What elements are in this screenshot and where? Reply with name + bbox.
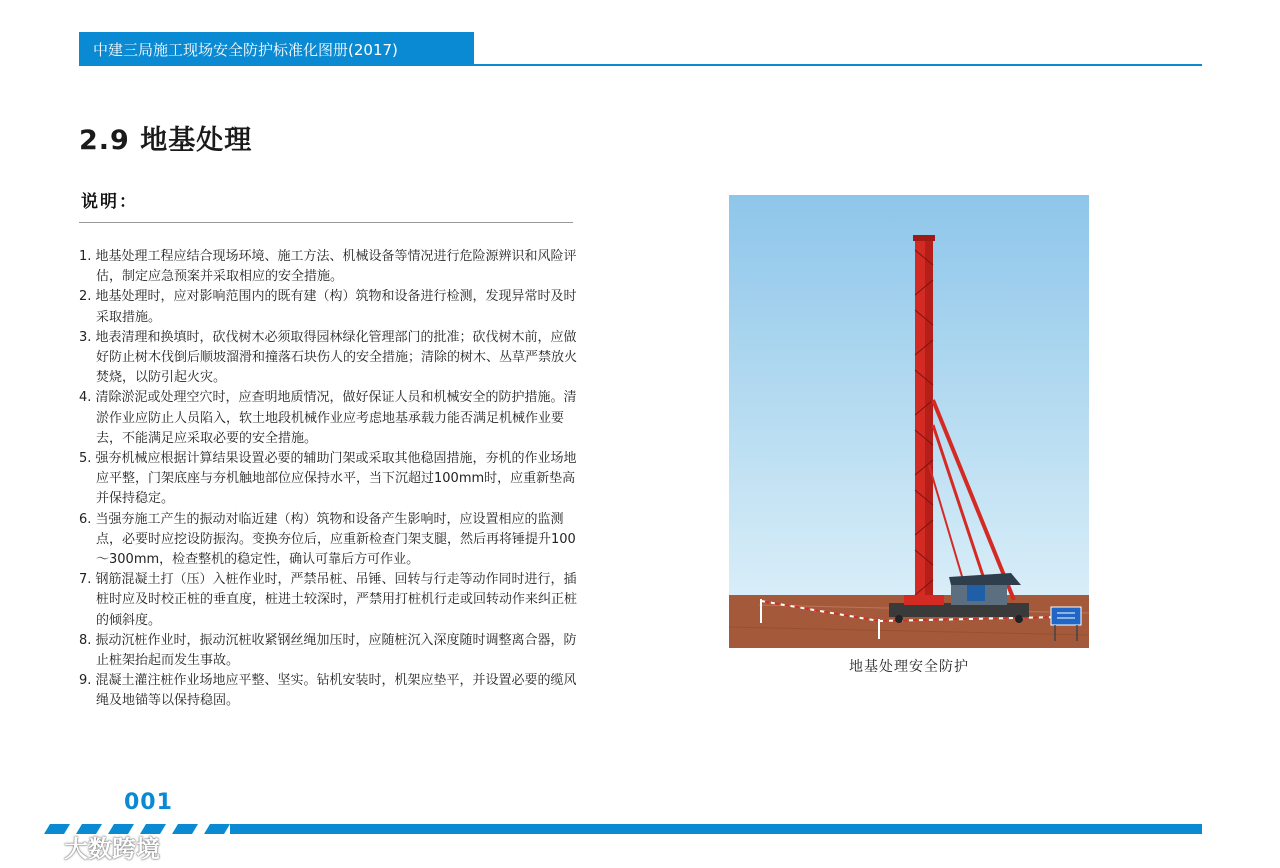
note-item: 3. 地表清理和换填时，砍伐树木必须取得园林绿化管理部门的批准；砍伐树木前，应做好防止树木伐倒后顺坡溜滑和撞落石块伤人的安全措施；清除的树木、丛草严禁放火焚烧，以防引起火灾。 [79, 329, 578, 386]
notes-list [79, 247, 579, 712]
note-item: 8. 振动沉桩作业时，振动沉桩收紧钢丝绳加压时，应随桩沉入深度随时调整离合器，防止桩架抬起而发生事故。 [79, 632, 577, 669]
watermark-text: 大数跨境 [64, 834, 160, 863]
figure-caption: 地基处理安全防护 [849, 659, 969, 675]
sky [729, 195, 1089, 600]
subheading-rule [79, 222, 573, 223]
pile-driver-illustration [729, 195, 1089, 648]
manual-title-tab [79, 32, 474, 66]
footer-bar [230, 824, 1202, 834]
note-item: 5. 强夯机械应根据计算结果设置必要的辅助门架或采取其他稳固措施，夯机的作业场地应平整，门架底座与夯机触地部位应保持水平，当下沉超过100mm时，应重新垫高并保持稳定。 [79, 451, 577, 507]
note-item: 4. 清除淤泥或处理空穴时，应查明地质情况，做好保证人员和机械安全的防护措施。清淤作业应防止人员陷入，软土地段机械作业应考虑地基承载力能否满足机械作业要去，不能满足应采取必要的安全措施。 [79, 390, 577, 446]
rig-mast [913, 235, 935, 617]
watermark [20, 828, 160, 864]
note-item: 2. 地基处理时，应对影响范围内的既有建（构）筑物和设备进行检测，发现异常时及时采取措施。 [79, 289, 577, 325]
note-item: 1. 地基处理工程应结合现场环境、施工方法、机械设备等情况进行危险源辨识和风险评估，制定应急预案并采取相应的安全措施。 [79, 249, 577, 285]
notes-subheading: 说明： [81, 192, 138, 212]
note-item: 7. 钢筋混凝土打（压）入桩作业时，严禁吊桩、吊锤、回转与行走等动作同时进行，插桩时应及时校正桩的垂直度，桩进土较深时，严禁用打桩机行走或回转动作来纠正桩的倾斜度。 [79, 572, 578, 628]
manual-title: 中建三局施工现场安全防护标准化图册(2017) [93, 40, 398, 59]
note-item: 6. 当强夯施工产生的振动对临近建（构）筑物和设备产生影响时，应设置相应的监测点，必要时应挖设防振沟。变换夯位后，应重新检查门架支腿，然后再将锤提升100～300mm，检查整机的稳定性，确认可靠后方可作业。 [79, 511, 576, 568]
watermark-logo-icon [20, 832, 58, 860]
header-rule [79, 64, 1202, 66]
page-number: 001 [124, 790, 173, 815]
note-item: 9. 混凝土灌注桩作业场地应平整、坚实。钻机安装时，机架应垫平，并设置必要的缆风绳及地锚等以保持稳固。 [79, 673, 577, 709]
section-title: 2.9 地基处理 [79, 125, 253, 156]
